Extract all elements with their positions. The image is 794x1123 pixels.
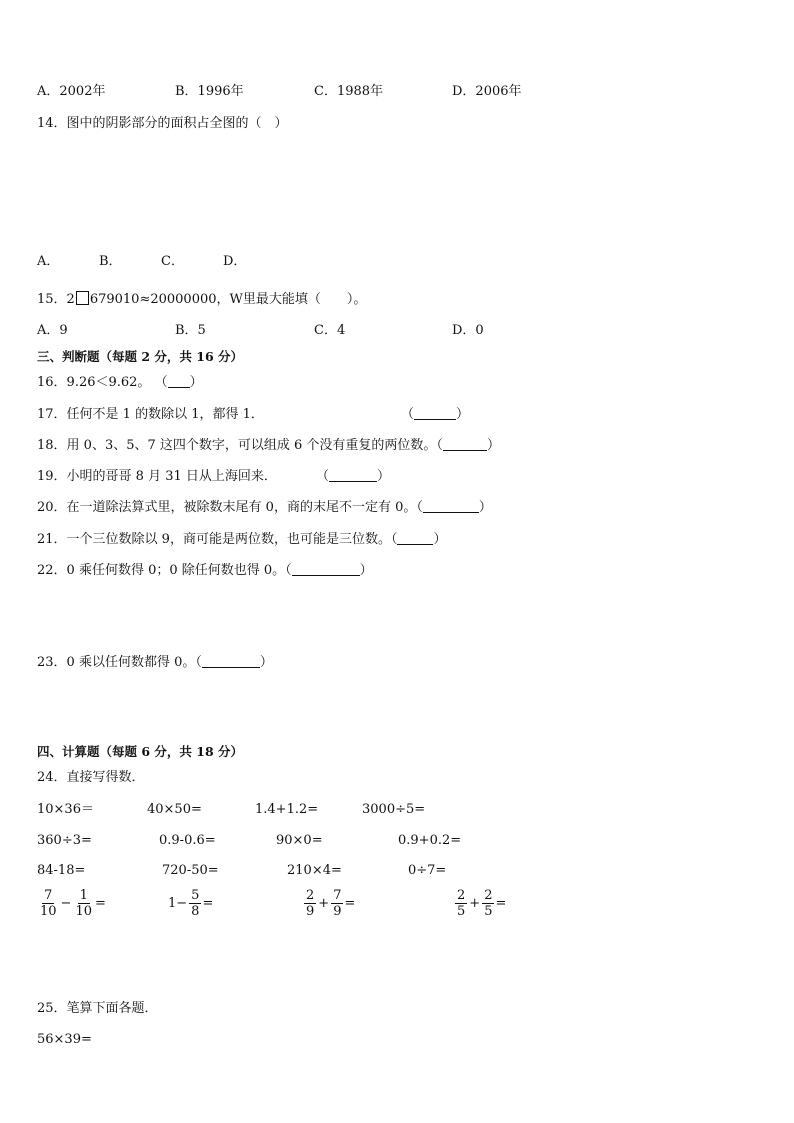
q23-text: 23．0 乘以任何数都得 0。（ [37, 655, 202, 670]
q15-stem [37, 291, 366, 308]
fraction-expr-2 [167, 888, 213, 919]
q20-end: ） [478, 500, 492, 515]
q14-option-a: A． [37, 254, 60, 269]
q13-option-c: C．1988年 [314, 84, 384, 99]
q15-stem-suffix: 679010≈20000000，W里最大能填（ ）。 [89, 292, 367, 307]
q22 [37, 563, 373, 579]
q14-option-d: D． [223, 254, 247, 269]
q18-end: ） [486, 438, 500, 453]
fraction: $\frac{7}{10}$ [40, 888, 57, 919]
q22-text: 22．0 乘任何数得 0；0 除任何数也得 0。（ [37, 563, 292, 578]
q16 [37, 375, 203, 391]
q18 [37, 438, 500, 454]
q17-blank [414, 407, 456, 420]
equals: = [495, 896, 507, 911]
calc-r1-c2: 40×50= [147, 802, 202, 817]
q19-text: 19．小明的哥哥 8 月 31 日从上海回来． [37, 469, 277, 484]
q17 [37, 407, 264, 423]
q24-stem: 24．直接写得数． [37, 770, 145, 785]
fraction-expr-3 [303, 888, 355, 919]
q19 [37, 469, 277, 485]
q15-option-a: A．9 [37, 323, 68, 338]
q13-option-b: B．1996年 [175, 84, 244, 99]
calc-r2-c3: 90×0= [276, 833, 323, 848]
q22-blank [292, 563, 360, 576]
q16-text: 16．9.26＜9.62。 （ [37, 375, 168, 390]
q19-end: ） [377, 469, 391, 484]
equals: = [202, 896, 214, 911]
section3-title: 三、判断题（每题 2 分，共 16 分） [37, 349, 244, 364]
q19-blank [329, 469, 377, 482]
q20 [37, 500, 492, 516]
calc-r3-c2: 720-50= [162, 863, 219, 878]
equals: = [344, 896, 356, 911]
q22-end: ） [359, 563, 373, 578]
fraction: $\frac{2}{5}$ [457, 888, 466, 919]
q16-end: ） [189, 375, 203, 390]
q20-text: 20．在一道除法算式里，被除数末尾有 0，商的末尾不一定有 0。（ [37, 500, 423, 515]
q15-option-c: C．4 [314, 323, 346, 338]
q13-option-a: A．2002年 [37, 84, 106, 99]
q23-end: ） [259, 655, 273, 670]
q17-open: （ [401, 407, 415, 422]
q16-blank [168, 375, 190, 388]
operator: + [318, 896, 330, 911]
calc-r1-c4: 3000÷5= [362, 802, 426, 817]
q15-option-b: B．5 [175, 323, 206, 338]
calc-r3-c3: 210×4= [287, 863, 342, 878]
q21-end: ） [433, 532, 447, 547]
q23-blank [202, 655, 260, 668]
q14-option-b: B． [99, 254, 122, 269]
calc-r2-c2: 0.9-0.6= [159, 833, 216, 848]
q18-text: 18．用 0、3、5、7 这四个数字，可以组成 6 个没有重复的两位数。（ [37, 438, 443, 453]
q25-stem: 25．笔算下面各题． [37, 1001, 158, 1016]
equals: = [95, 896, 106, 911]
fraction-expr-4 [454, 888, 506, 919]
calc-r1-c1: 10×36＝ [37, 802, 94, 817]
q21-text: 21．一个三位数除以 9，商可能是两位数，也可能是三位数。（ [37, 532, 398, 547]
fraction: $\frac{1}{10}$ [75, 888, 92, 919]
q19-open: （ [316, 469, 330, 484]
q15-option-d: D．0 [452, 323, 484, 338]
q14-stem: 14．图中的阴影部分的面积占全图的（ ） [37, 116, 288, 131]
q23 [37, 655, 273, 671]
fraction: $\frac{2}{5}$ [484, 888, 493, 919]
calc-r3-c4: 0÷7= [408, 863, 447, 878]
q25-first-problem: 56×39= [37, 1032, 92, 1047]
q20-blank [423, 500, 479, 513]
calc-r1-c3: 1.4+1.2= [255, 802, 319, 817]
q17-answer [401, 407, 469, 423]
q17-end: ） [456, 407, 470, 422]
q21 [37, 532, 446, 548]
calc-r2-c4: 0.9+0.2= [398, 833, 462, 848]
operator: + [469, 896, 481, 911]
operator: − [60, 896, 72, 911]
answer-box-icon [76, 291, 89, 305]
fraction: $\frac{2}{9}$ [306, 888, 315, 919]
q14-option-c: C． [161, 254, 184, 269]
q21-blank [397, 532, 433, 545]
q19-answer [316, 469, 390, 485]
operator: 1− [168, 896, 188, 911]
q18-blank [443, 438, 487, 451]
section4-title: 四、计算题（每题 6 分，共 18 分） [37, 744, 244, 759]
fraction: $\frac{5}{8}$ [191, 888, 200, 919]
q17-text: 17．任何不是 1 的数除以 1，都得 1． [37, 407, 264, 422]
calc-r2-c1: 360÷3= [37, 833, 92, 848]
q13-option-d: D．2006年 [452, 84, 522, 99]
calc-r3-c1: 84-18= [37, 863, 86, 878]
fraction: $\frac{7}{9}$ [333, 888, 342, 919]
q15-stem-prefix: 15．2 [37, 292, 75, 307]
fraction-expr-1 [37, 888, 106, 919]
